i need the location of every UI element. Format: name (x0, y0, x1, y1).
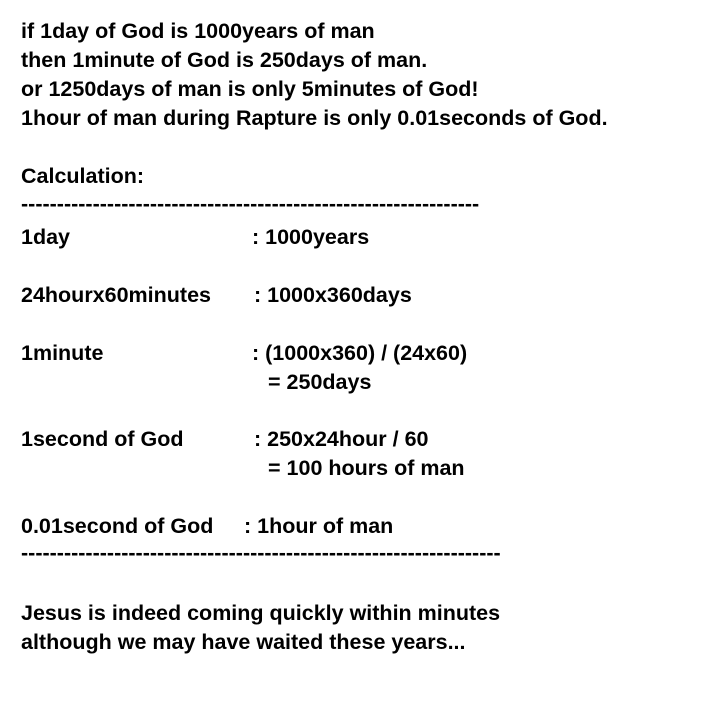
calc-value-4: : 250x24hour / 60 (254, 427, 429, 451)
calc-value-1: : 1000years (252, 225, 370, 249)
intro-line-2: then 1minute of God is 250days of man. (21, 48, 428, 72)
calc-continuation-4: = 100 hours of man (268, 456, 465, 480)
calc-label-1: 1day (21, 225, 71, 249)
calc-value-2: : 1000x360days (254, 283, 412, 307)
intro-line-3: or 1250days of man is only 5minutes of God! (21, 77, 479, 101)
intro-line-1: if 1day of God is 1000years of man (21, 19, 375, 43)
calculation-heading: Calculation: (21, 164, 145, 188)
calc-label-3: 1minute (21, 341, 104, 365)
intro-line-4: 1hour of man during Rapture is only 0.01seconds of God. (21, 106, 608, 130)
divider-top: ---------------------------------------------------------------- (21, 192, 480, 216)
calc-continuation-3: = 250days (268, 370, 372, 394)
closing-line-1: Jesus is indeed coming quickly within minutes (21, 601, 501, 625)
calc-value-5: : 1hour of man (244, 514, 394, 538)
closing-line-2: although we may have waited these years... (21, 630, 466, 654)
calc-label-5: 0.01second of God (21, 514, 214, 538)
divider-bottom: ------------------------------------------------------------------- (21, 541, 501, 565)
calc-value-3: : (1000x360) / (24x60) (252, 341, 468, 365)
calc-label-4: 1second of God (21, 427, 184, 451)
calc-label-2: 24hourx60minutes (21, 283, 211, 307)
